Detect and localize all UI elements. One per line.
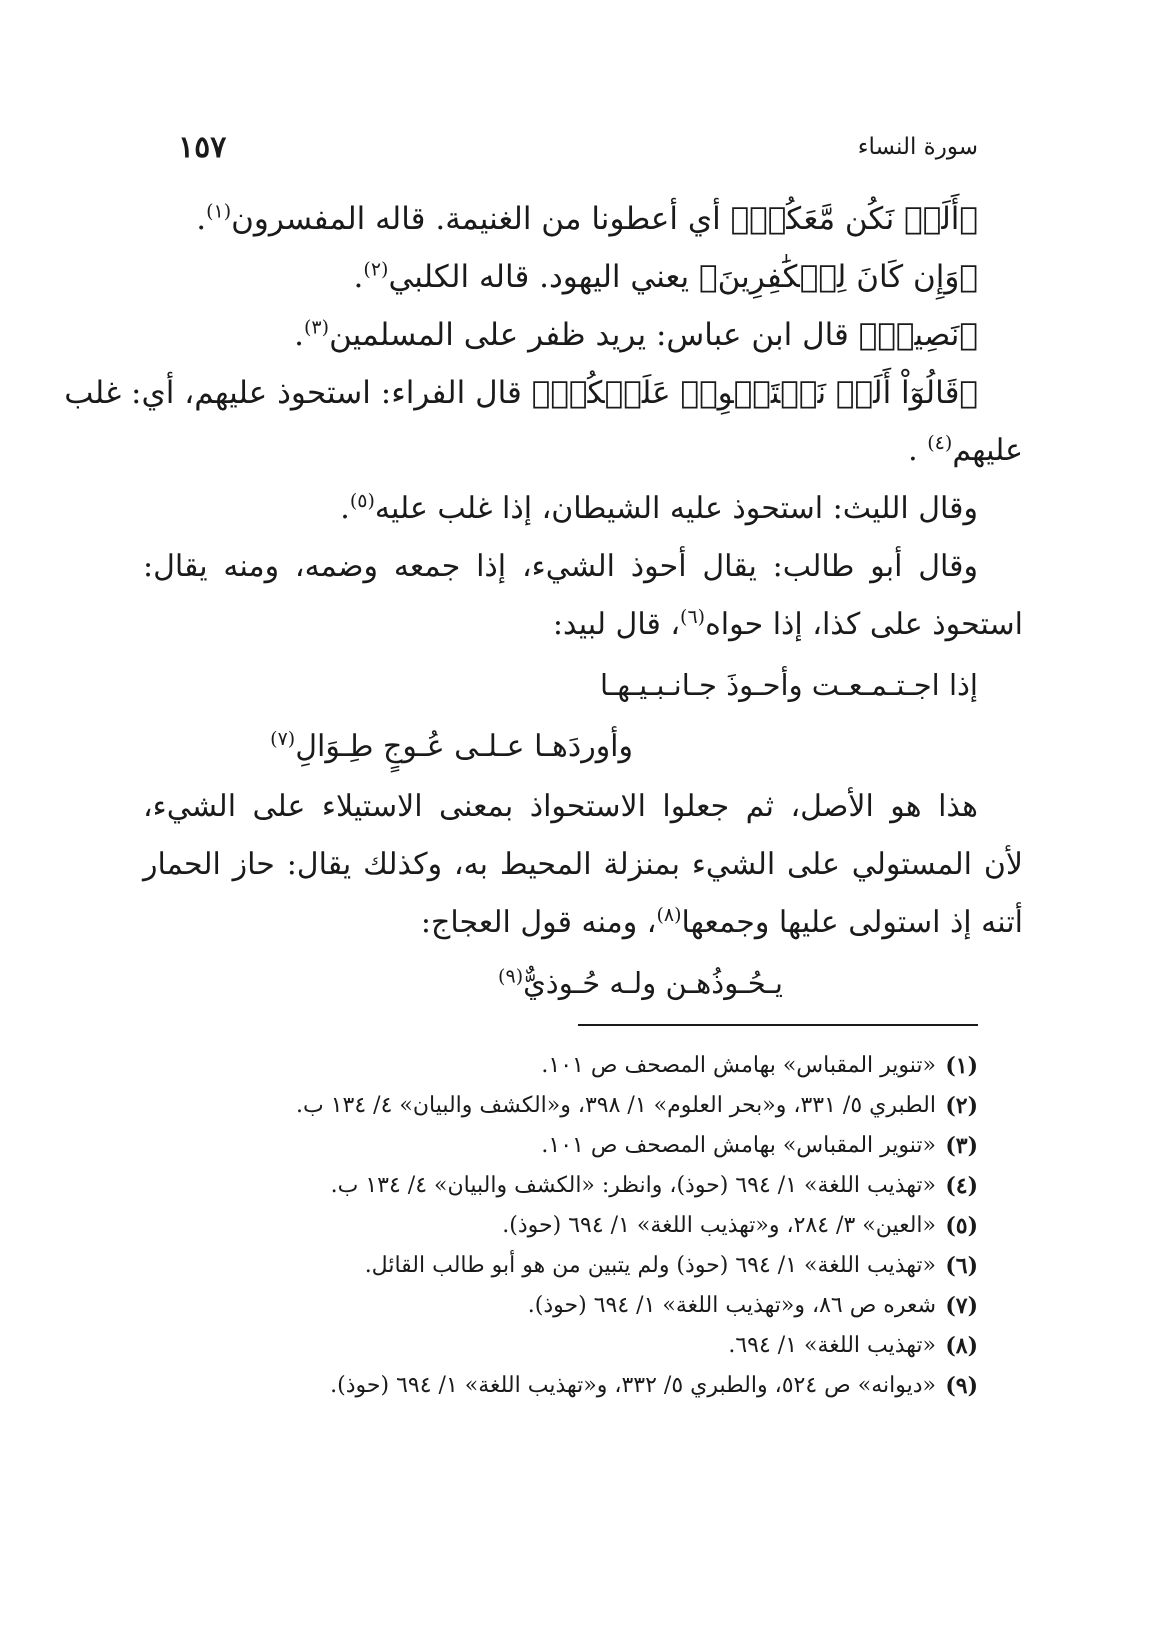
line-end: . [340, 491, 350, 526]
text-line [143, 778, 1023, 836]
footnote-number: (٤) [945, 1173, 978, 1199]
text-line [143, 190, 1023, 248]
line-text: هذا هو الأصل، ثم جعلوا الاستحواذ بمعنى الاستيلاء على الشيء، [143, 789, 978, 824]
footnote-marker[interactable]: (٥) [349, 490, 375, 512]
line-text: لأن المستولي على الشيء بمنزلة المحيط به، وكذلك يقال: حاز الحمار [143, 847, 1023, 882]
footnote-marker[interactable]: (٢) [363, 258, 389, 281]
line-text: عليهم [952, 433, 1023, 468]
footnote-number: (٥) [945, 1213, 978, 1239]
footnote-marker[interactable]: (٤) [927, 432, 953, 454]
poem-verse [143, 654, 1023, 716]
line-text: ﴿قَالُوٓاْ أَلَمۡ نَسۡتَحۡوِذۡ عَلَيۡكُمۡ﴾ قال الفراء: استحوذ عليهم، أي: غلب [64, 375, 978, 411]
line-text: وقال أبو طالب: يقال أحوذ الشيء، إذا جمعه وضمه، ومنه يقال: [143, 549, 978, 584]
text-line [143, 596, 1023, 654]
line-end: ، ومنه قول العجاج: [420, 905, 657, 940]
footnote-number: (٦) [945, 1253, 978, 1279]
footnote-marker[interactable]: (١) [206, 200, 232, 223]
footnote-item [148, 1326, 978, 1366]
footnote-number: (٩) [945, 1373, 978, 1399]
footnote-marker[interactable]: (٣) [304, 316, 330, 339]
footnote-item [148, 1046, 978, 1086]
text-line [143, 538, 1023, 596]
footnote-item [148, 1246, 978, 1286]
footnote-item [148, 1126, 978, 1166]
footnote-marker[interactable]: (٩) [498, 965, 524, 988]
footnote-text: «تنوير المقباس» بهامش المصحف ص ١٠١. [541, 1053, 936, 1078]
poem-verse [143, 716, 1023, 778]
footnote-text: «تنوير المقباس» بهامش المصحف ص ١٠١. [541, 1133, 936, 1158]
footnote-item [148, 1366, 978, 1406]
text-line [143, 894, 1023, 952]
line-text: وقال الليث: استحوذ عليه الشيطان، إذا غلب عليه [374, 491, 978, 526]
footnote-item [148, 1286, 978, 1326]
text-line [143, 306, 1023, 364]
line-text: استحوذ على كذا، إذا حواه [705, 607, 1023, 642]
text-line [143, 480, 1023, 538]
footnote-text: «تهذيب اللغة» ١/ ٦٩٤ (حوذ)، وانظر: «الكشف والبيان» ٤/ ١٣٤ ب. [330, 1173, 936, 1198]
text-line [64, 364, 1023, 422]
running-title: سورة النساء [857, 134, 978, 160]
line-text: ﴿نَصِيبٞ﴾ قال ابن عباس: يريد ظفر على المسلمين [329, 317, 978, 353]
poem-text: يـحُـوذُهـن ولـه حُـوذيٌّ [523, 966, 783, 1000]
footnote-number: (٢) [945, 1093, 978, 1119]
line-text: أتنه إذ استولى عليها وجمعها [681, 905, 1023, 940]
line-end: . [196, 201, 207, 237]
line-text: ﴿أَلَمۡ نَكُن مَّعَكُمۡ﴾ أي أعطونا من الغنيمة. قاله المفسرون [231, 201, 978, 237]
text-line [143, 248, 1023, 306]
main-text [64, 190, 1023, 1014]
footnote-divider [578, 1024, 978, 1026]
page-number: ١٥٧ [178, 129, 227, 165]
poem-text: وأوردَهـا عـلـى عُـوجٍ طِـوَالِ [295, 729, 633, 764]
footnote-item [148, 1086, 978, 1126]
footnote-number: (٧) [945, 1293, 978, 1319]
footnotes [148, 1046, 978, 1406]
footnote-text: شعره ص ٨٦، و«تهذيب اللغة» ١/ ٦٩٤ (حوذ). [527, 1293, 936, 1318]
line-end: . [294, 317, 304, 353]
footnote-text: «العين» ٣/ ٢٨٤، و«تهذيب اللغة» ١/ ٦٩٤ (حوذ). [502, 1213, 936, 1238]
text-line [143, 836, 1023, 894]
footnote-text: «تهذيب اللغة» ١/ ٦٩٤. [728, 1333, 936, 1358]
line-end: ، قال لبيد: [552, 607, 681, 642]
footnote-number: (٨) [945, 1333, 978, 1359]
text-line [143, 422, 1023, 480]
footnote-marker[interactable]: (٨) [656, 904, 682, 926]
footnote-text: الطبري ٥/ ٣٣١، و«بحر العلوم» ١/ ٣٩٨، و«الكشف والبيان» ٤/ ١٣٤ ب. [296, 1093, 936, 1118]
page-header [178, 122, 978, 172]
footnote-item [148, 1206, 978, 1246]
footnote-text: «ديوانه» ص ٥٢٤، والطبري ٥/ ٣٣٢، و«تهذيب اللغة» ١/ ٦٩٤ (حوذ). [330, 1373, 936, 1398]
line-end: . [353, 259, 364, 295]
footnote-text: «تهذيب اللغة» ١/ ٦٩٤ (حوذ) ولم يتبين من هو أبو طالب القائل. [364, 1253, 936, 1278]
footnote-number: (١) [945, 1053, 978, 1079]
footnote-number: (٣) [945, 1133, 978, 1159]
footnote-item [148, 1166, 978, 1206]
line-text: ﴿وَإِن كَانَ لِلۡكَٰفِرِينَ﴾ يعني اليهود. قاله الكلبي [388, 259, 978, 295]
footnote-marker[interactable]: (٦) [680, 606, 706, 628]
poem-text: إذا اجـتـمـعـت وأحـوذَ جـانـبـيـهـا [599, 668, 978, 702]
line-end: . [908, 433, 928, 468]
poem-verse [143, 952, 1023, 1014]
footnote-marker[interactable]: (٧) [270, 728, 296, 750]
